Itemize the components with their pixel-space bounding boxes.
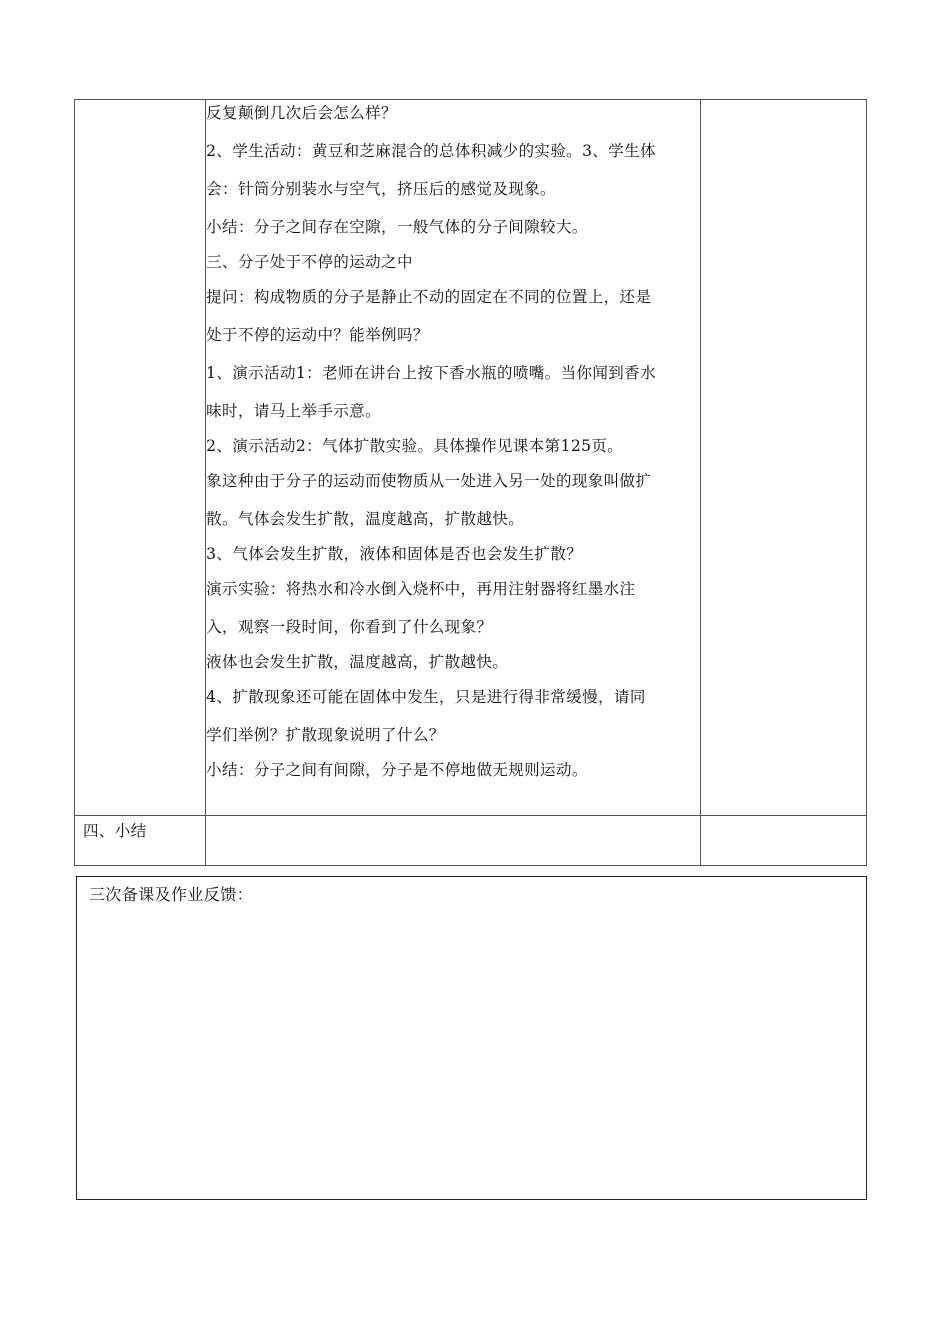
teaching-content-cell — [206, 100, 701, 816]
feedback-title: 三次备课及作业反馈： — [89, 885, 254, 904]
summary-label-cell — [75, 816, 206, 866]
content-line-11: 象这种由于分子的运动而使物质从一处进入另一处的现象叫做扩 — [206, 472, 652, 490]
summary-label: 四、小结 — [83, 822, 147, 840]
content-line-4: 小结：分子之间存在空隙，一般气体的分子间隙较大。 — [206, 218, 588, 236]
teaching-process-row — [75, 100, 867, 816]
notes-cell — [700, 100, 866, 816]
content-line-8: 1、演示活动1：老师在讲台上按下香水瓶的喷嘴。当你闻到香水 — [206, 364, 656, 382]
summary-content-cell — [206, 816, 701, 866]
feedback-box — [76, 876, 867, 1200]
content-line-9: 味时，请马上举手示意。 — [206, 402, 382, 420]
content-line-16: 液体也会发生扩散，温度越高，扩散越快。 — [206, 653, 509, 671]
summary-notes-cell — [700, 816, 866, 866]
content-line-5: 三、分子处于不停的运动之中 — [206, 253, 413, 271]
content-line-2: 2、学生活动：黄豆和芝麻混合的总体积减少的实验。3、学生体 — [206, 142, 656, 160]
content-line-3: 会：针筒分别装水与空气，挤压后的感觉及现象。 — [206, 180, 556, 198]
content-line-17: 4、扩散现象还可能在固体中发生，只是进行得非常缓慢，请同 — [206, 688, 646, 706]
stage-label-cell — [75, 100, 206, 816]
content-line-18: 学们举例？扩散现象说明了什么？ — [206, 726, 445, 744]
content-line-14: 演示实验：将热水和冷水倒入烧杯中，再用注射器将红墨水注 — [206, 580, 636, 598]
summary-row — [75, 816, 867, 866]
content-line-10: 2、演示活动2：气体扩散实验。具体操作见课本第125页。 — [206, 437, 624, 455]
content-line-6: 提问：构成物质的分子是静止不动的固定在不同的位置上，还是 — [206, 288, 652, 306]
lesson-plan-table — [74, 99, 867, 866]
content-line-1: 反复颠倒几次后会怎么样？ — [206, 104, 397, 122]
content-line-13: 3、气体会发生扩散，液体和固体是否也会发生扩散？ — [206, 545, 583, 563]
content-line-7: 处于不停的运动中？能举例吗？ — [206, 326, 429, 344]
content-line-12: 散。气体会发生扩散，温度越高，扩散越快。 — [206, 510, 525, 528]
content-line-19: 小结：分子之间有间隙，分子是不停地做无规则运动。 — [206, 761, 588, 779]
content-line-15: 入，观察一段时间，你看到了什么现象？ — [206, 618, 493, 636]
